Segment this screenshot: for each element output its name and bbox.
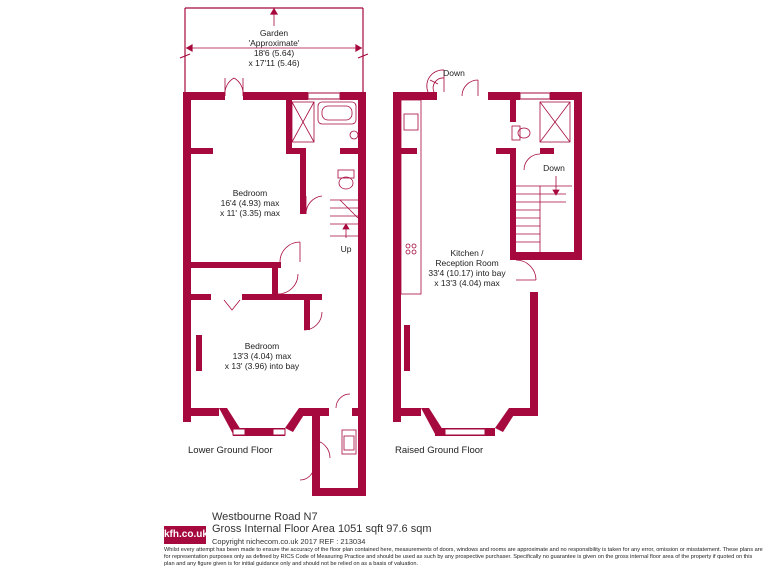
raised-ground-floor-plan bbox=[393, 68, 582, 456]
bedroom2-name: Bedroom bbox=[244, 341, 280, 351]
kitchen-name2: Reception Room bbox=[435, 258, 499, 268]
kitchen-counters bbox=[401, 100, 421, 294]
kitchen-dim1: 33'4 (10.17) into bay bbox=[428, 268, 506, 278]
kitchen-name: Kitchen / bbox=[450, 248, 484, 258]
garden-dim1: 18'6 (5.64) bbox=[253, 48, 295, 58]
floor-area: Gross Internal Floor Area 1051 sqft 97.6 sqm bbox=[212, 523, 432, 535]
lower-doors bbox=[224, 196, 350, 480]
lower-floor-caption: Lower Ground Floor bbox=[188, 445, 273, 456]
raised-floor-caption: Raised Ground Floor bbox=[395, 445, 484, 456]
garden-note: 'Approximate' bbox=[248, 38, 300, 48]
bedroom2-dim2: x 13' (3.96) into bay bbox=[224, 361, 300, 371]
garden-doors bbox=[225, 78, 243, 96]
bedroom2-dim1: 13'3 (4.04) max bbox=[232, 351, 292, 361]
agency-logo: kfh.co.uk bbox=[164, 526, 206, 544]
raised-stairs-down-top: Down bbox=[443, 68, 465, 78]
raised-stairs-down-side: Down bbox=[543, 163, 565, 173]
bedroom1-name: Bedroom bbox=[232, 188, 268, 198]
bedroom1-dim2: x 11' (3.35) max bbox=[219, 208, 281, 218]
bedroom1-dim1: 16'4 (4.93) max bbox=[220, 198, 280, 208]
lower-stairs bbox=[330, 200, 360, 238]
property-address: Westbourne Road N7 bbox=[212, 511, 318, 523]
stairs-up-label: Up bbox=[340, 244, 352, 254]
lower-ground-floor-plan bbox=[180, 8, 368, 496]
kitchen-dim2: x 13'3 (4.04) max bbox=[434, 278, 500, 288]
garden-name: Garden bbox=[259, 28, 289, 38]
raised-bathroom-fixtures bbox=[512, 102, 570, 142]
copyright-ref: Copyright nichecom.co.uk 2017 REF : 213034 bbox=[212, 537, 366, 546]
garden-dim2: x 17'11 (5.46) bbox=[248, 58, 300, 68]
disclaimer: Whilst every attempt has been made to ensure the accuracy of the floor plan contained here, measurements of doors, windows and rooms are approximate and no responsibility is taken for any error, omission or misstatement. These plans are for representation purposes only as defined by RICS Code of Measuring Practice and should be used as such by any prospective purchaser. Specifically no guarantee is given on the gross internal floor area of the property if quoted on this plan and any figure given is for initial guidance only and should not be relied on as a basis of valuation. bbox=[164, 547, 763, 567]
